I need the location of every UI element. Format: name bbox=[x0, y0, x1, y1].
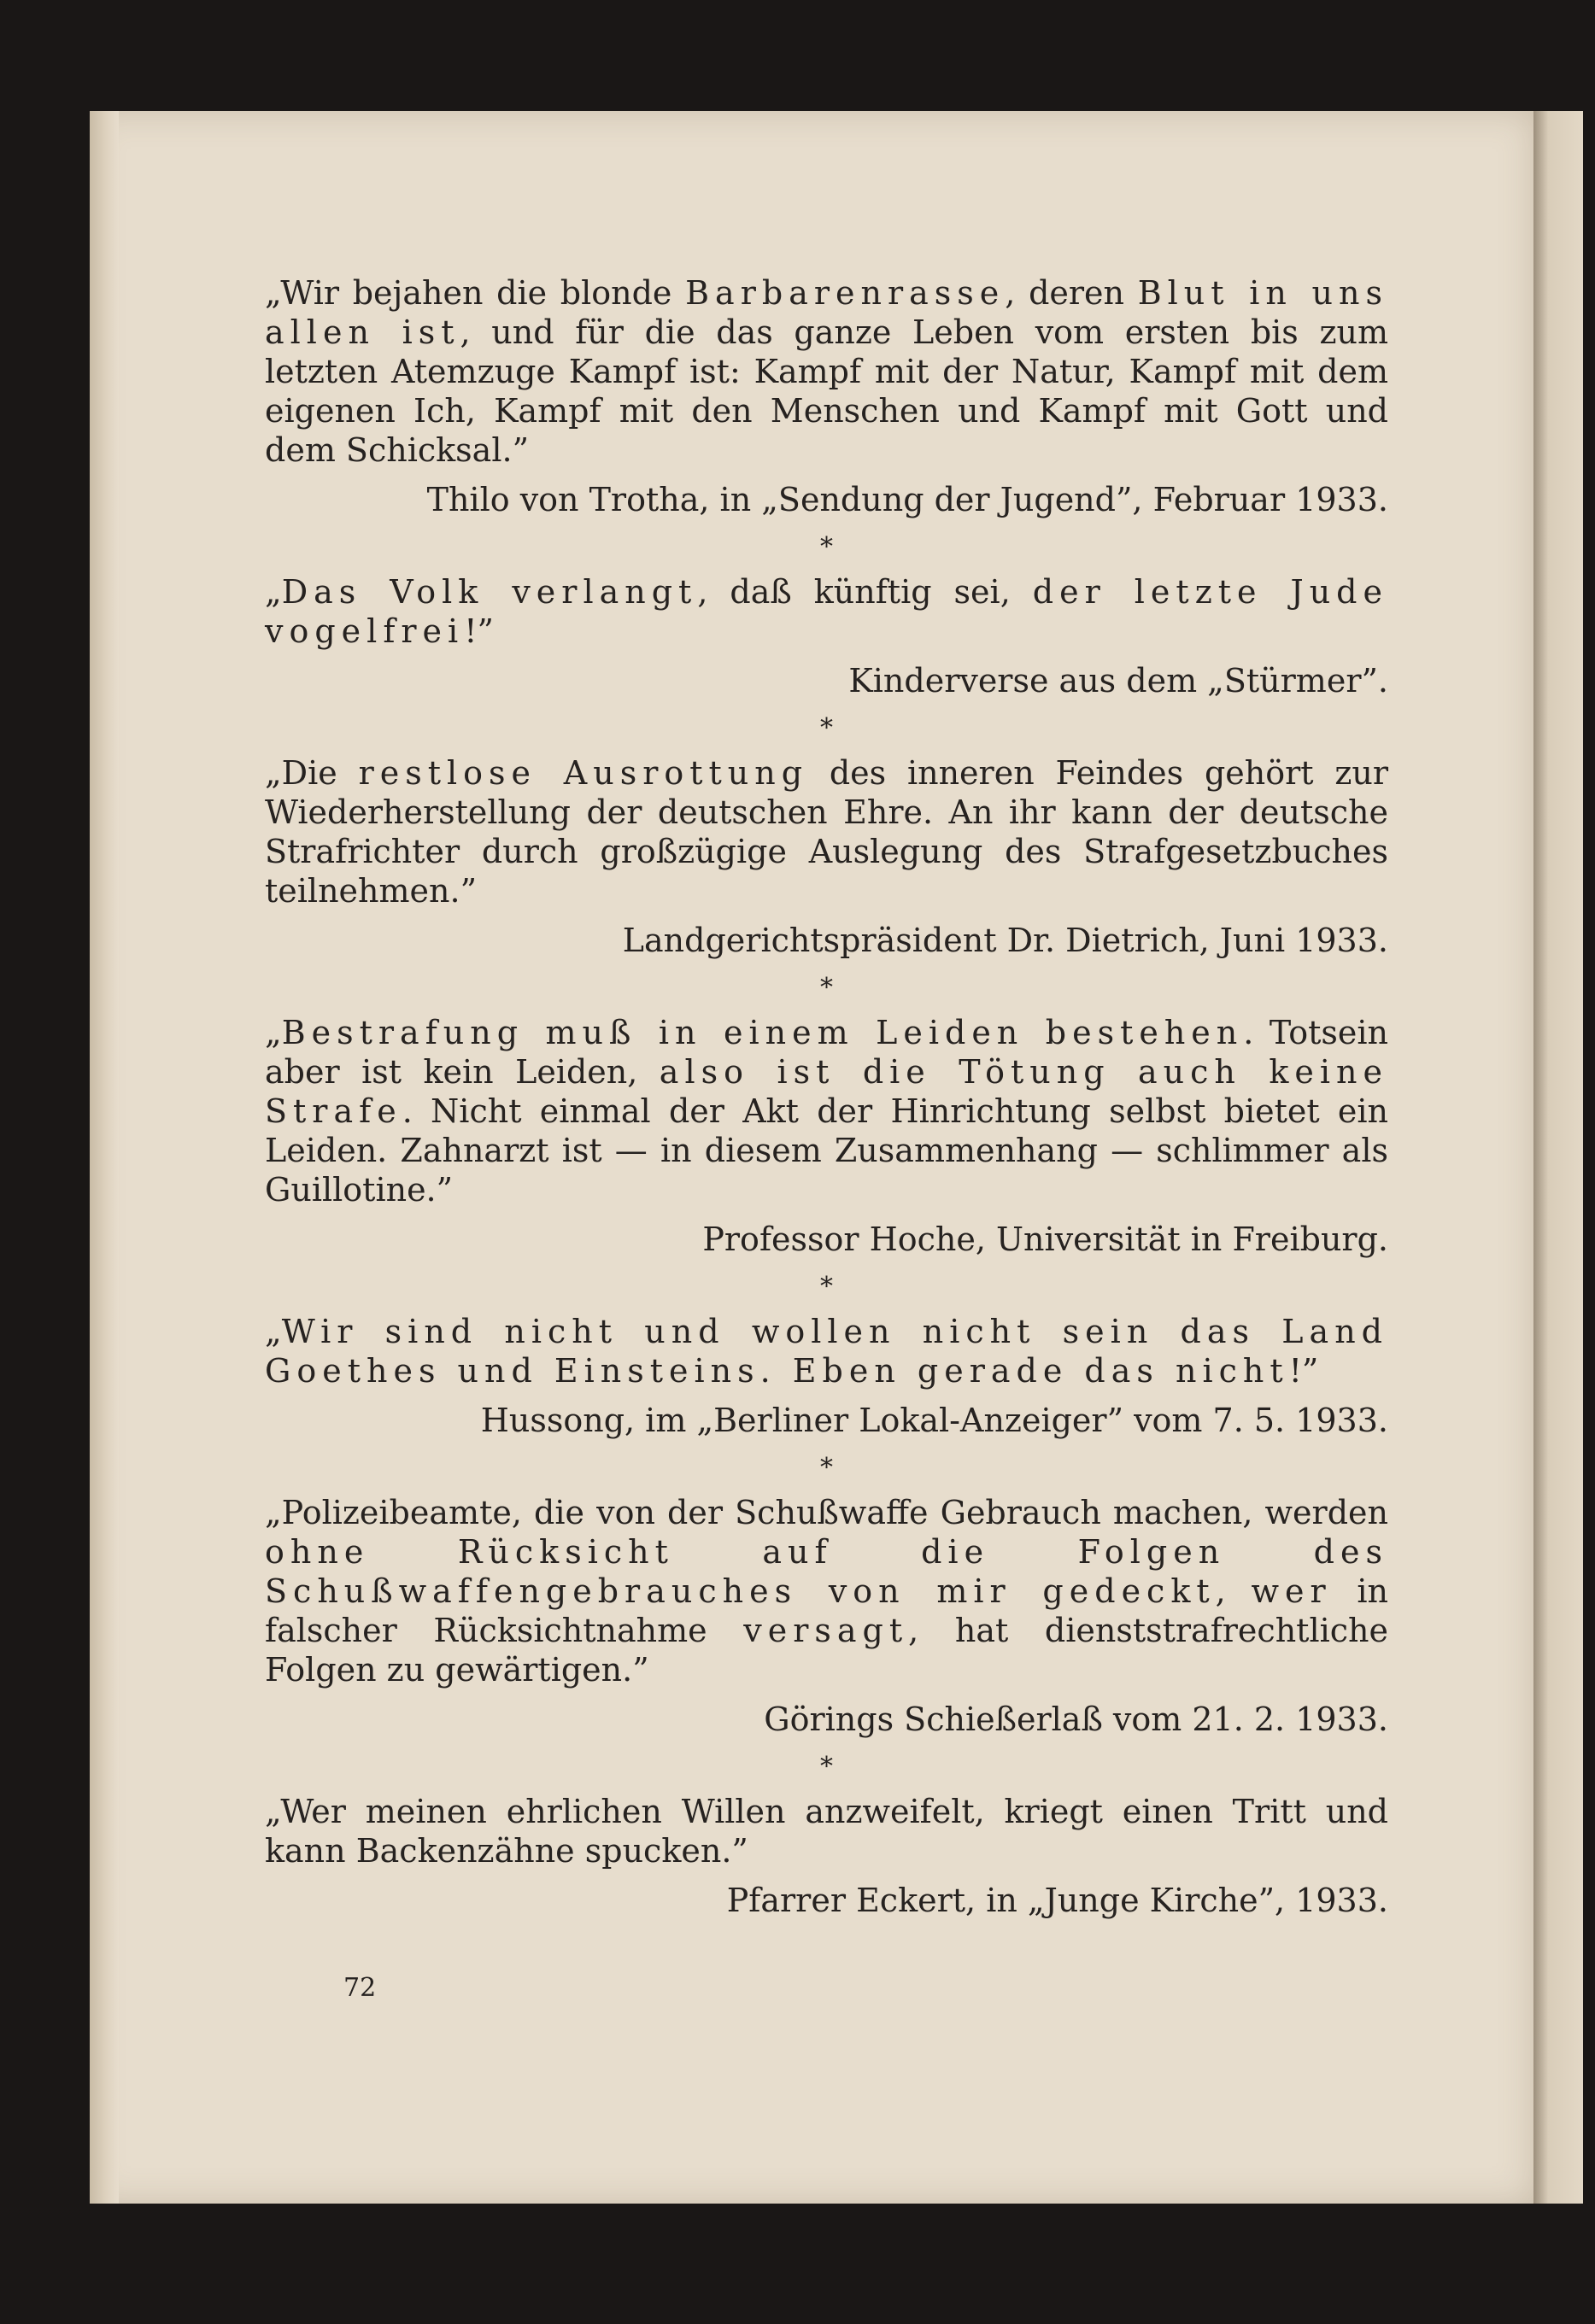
quote-segment: „ bbox=[265, 573, 282, 611]
separator-asterisk: * bbox=[820, 532, 833, 562]
separator-asterisk: * bbox=[820, 1752, 833, 1782]
quote-text bbox=[265, 1013, 1388, 1209]
quote-emphasis: versagt bbox=[743, 1612, 909, 1649]
quote-emphasis: wer bbox=[1251, 1572, 1332, 1610]
quote-text bbox=[265, 273, 1388, 470]
quote-source: Landgerichtspräsident Dr. Dietrich, Juni 1933. bbox=[622, 922, 1388, 959]
quote-segment: „Wir bejahen die blonde bbox=[265, 274, 686, 312]
quote-emphasis: Das Volk verlangt bbox=[281, 573, 698, 611]
quote-source: Professor Hoche, Universität in Freiburg. bbox=[702, 1221, 1388, 1258]
quote-emphasis: Blut in uns allen ist bbox=[265, 274, 1389, 351]
quote-source: Kinderverse aus dem „Stürmer”. bbox=[848, 662, 1388, 700]
quote-emphasis: Bestrafung muß in einem Leiden bestehen bbox=[281, 1014, 1244, 1051]
separator-asterisk: * bbox=[820, 1272, 833, 1302]
quote-source: Hussong, im „Berliner Lokal-Anzeiger” vom 7. 5. 1933. bbox=[480, 1402, 1388, 1439]
separator-asterisk: * bbox=[820, 973, 833, 1003]
quote-segment: , und für die das ganze Leben vom ersten bis zum letzten Atemzuge Kampf ist: Kampf mit der Natur, Kampf mit dem eigenen Ich, Kampf mit den Menschen und Kampf mit Gott und dem Schicksal.” bbox=[265, 313, 1388, 469]
quote-text bbox=[265, 1312, 1388, 1390]
quote-emphasis: restlose Ausrottung bbox=[358, 754, 809, 792]
page-number: 72 bbox=[343, 1973, 377, 2003]
facing-page-edge bbox=[1533, 111, 1583, 2204]
quote-emphasis: Wir sind nicht und wollen nicht sein das Land Goethes und Einsteins. Eben gerade das nicht bbox=[265, 1313, 1388, 1390]
quote-segment: „Die bbox=[265, 754, 359, 792]
quote-segment: !” bbox=[1288, 1352, 1319, 1390]
quote-source: Görings Schießerlaß vom 21. 2. 1933. bbox=[764, 1701, 1388, 1738]
quote-text bbox=[265, 753, 1388, 910]
quote-emphasis: Barbarenrasse bbox=[685, 274, 1006, 312]
quote-segment: des inneren Feindes gehört zur Wiederherstellung der deutschen Ehre. An ihr kann der deutsche Strafrichter durch großzügige Auslegung des Strafgesetzbuches teilnehmen.” bbox=[265, 754, 1388, 910]
quote-segment: „ bbox=[265, 1313, 282, 1350]
quote-emphasis: ohne Rücksicht auf die Folgen des Schußwaffengebrauches von mir gedeckt bbox=[265, 1533, 1388, 1610]
quote-emphasis: also ist die Tötung auch keine Strafe bbox=[265, 1053, 1388, 1130]
quote-segment: , hat dienststrafrechtliche Folgen zu gewärtigen.” bbox=[265, 1612, 1388, 1689]
quote-segment: , daß künftig sei, bbox=[697, 573, 1033, 611]
quote-segment: !” bbox=[464, 612, 494, 650]
quote-text bbox=[265, 1493, 1388, 1689]
page-gutter-shadow bbox=[90, 111, 119, 2204]
separator-asterisk: * bbox=[820, 1453, 833, 1483]
quote-text bbox=[265, 572, 1388, 651]
quote-text bbox=[265, 1792, 1388, 1870]
quote-segment: „ bbox=[265, 1014, 282, 1051]
quote-segment: „Wer meinen ehrlichen Willen anzweifelt, kriegt einen Tritt und kann Backenzähne spucken.” bbox=[265, 1793, 1388, 1870]
separator-asterisk: * bbox=[820, 713, 833, 743]
quote-source: Thilo von Trotha, in „Sendung der Jugend”, Februar 1933. bbox=[426, 481, 1388, 518]
quote-segment: „Polizeibeamte, die von der Schußwaffe Gebrauch machen, werden bbox=[265, 1494, 1388, 1531]
quote-segment: , bbox=[1215, 1572, 1252, 1610]
quote-segment: in falscher Rücksichtnahme bbox=[265, 1572, 1388, 1649]
quote-source: Pfarrer Eckert, in „Junge Kirche”, 1933. bbox=[726, 1882, 1388, 1919]
quote-list bbox=[265, 273, 1388, 1920]
quote-segment: , deren bbox=[1005, 274, 1138, 312]
quote-emphasis: der letzte Jude vogelfrei bbox=[265, 573, 1388, 650]
quote-segment: . Nicht einmal der Akt der Hinrichtung selbst bietet ein Leiden. Zahnarzt ist — in diesem Zusammenhang — schlimmer als Guillotine.” bbox=[265, 1092, 1388, 1209]
quote-segment: . Totsein aber ist kein Leiden, bbox=[265, 1014, 1389, 1091]
